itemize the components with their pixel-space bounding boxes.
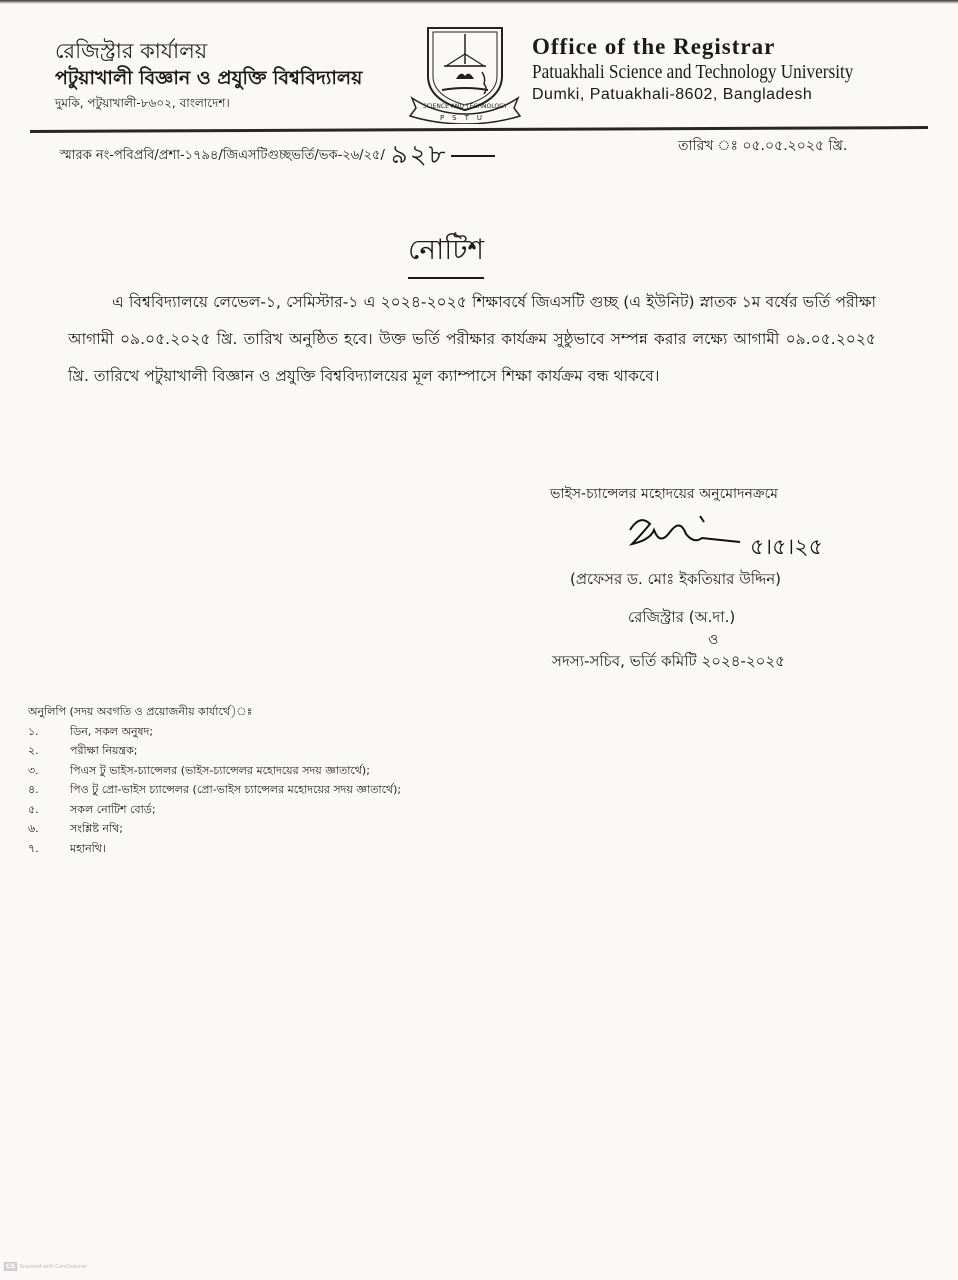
svg-text:৫।৫।২৫: ৫।৫।২৫ xyxy=(750,535,823,560)
memo-reference xyxy=(60,134,495,178)
office-name-bn: রেজিস্ট্রার কার্যালয় xyxy=(55,39,208,63)
scanner-watermark xyxy=(4,1262,87,1271)
copies-list xyxy=(28,702,401,858)
list-item: ৬. সংশ্লিষ্ট নথি; xyxy=(28,822,123,835)
approval-line: ভাইস-চ্যান্সেলর মহোদয়ের অনুমোদনক্রমে xyxy=(550,486,778,502)
scan-edge-shadow xyxy=(0,0,958,4)
university-crest-icon xyxy=(406,24,524,124)
committee-role: সদস্য-সচিব, ভর্তি কমিটি ২০২৪-২০২৫ xyxy=(552,652,785,670)
list-item: ৭. মহানথি। xyxy=(28,841,106,855)
camscanner-badge-icon: CS xyxy=(6,1263,15,1270)
watermark-text: Scanned with CamScanner xyxy=(19,1263,88,1270)
notice-title: নোটিশ xyxy=(408,228,484,279)
address-en: Dumki, Patuakhali-8602, Bangladesh xyxy=(532,86,813,103)
conjunction: ও xyxy=(708,632,719,648)
svg-text:SCIENCE AND TECHNOLOGY: SCIENCE AND TECHNOLOGY xyxy=(422,103,508,110)
university-name-bn: পটুয়াখালী বিজ্ঞান ও প্রযুক্তি বিশ্ববিদ্যালয় xyxy=(55,67,363,89)
notice-body: এ বিশ্ববিদ্যালয়ে লেভেল-১, সেমিস্টার-১ এ ২০২৪-২০২৫ শিক্ষাবর্ষে জিএসটি গুচ্ছ (এ ইউনিট) স্নাতক ১ম বর্ষের ভর্তি পরীক্ষা আগামী ০৯.০৫.২০২৫ খ্রি. তারিখ অনুষ্ঠিত হবে। উক্ত ভর্তি পরীক্ষার কার্যক্রম সুষ্ঠুভাবে সম্পন্ন করার লক্ষ্যে আগামী ০৯.০৫.২০২৫ খ্রি. তারিখে পটুয়াখালী বিজ্ঞান ও প্রযুক্তি বিশ্ববিদ্যালয়ের মূল ক্যাম্পাসে শিক্ষা কার্যক্রম বন্ধ থাকবে। xyxy=(68,293,876,385)
svg-text:PSTU: PSTU xyxy=(439,114,491,122)
copies-title: অনুলিপি (সদয় অবগতি ও প্রয়োজনীয় কার্যার্থে)ঃ xyxy=(28,705,253,718)
address-bn: দুমকি, পটুয়াখালী-৮৬০২, বাংলাদেশ। xyxy=(55,96,230,110)
handwritten-dash xyxy=(451,155,495,157)
handwritten-signature-icon xyxy=(610,510,870,562)
memo-number: স্মারক নং-পবিপ্রবি/প্রশা-১৭৯৪/জিএসটিগুচ্ছভর্তি/ভক-২৬/২৫/ xyxy=(60,147,385,163)
handwritten-number: ৯২৮ xyxy=(390,140,448,170)
list-item: ৩. পিএস টু ভাইস-চ্যান্সেলর (ভাইস-চ্যান্সেলর মহোদয়ের সদয় জ্ঞাতার্থে); xyxy=(28,763,370,777)
header-english xyxy=(532,34,906,106)
list-item: ৪. পিও টু প্রো-ভাইস চ্যান্সেলর (প্রো-ভাইস চ্যান্সেলর মহোদয়ের সদয় জ্ঞাতার্থে); xyxy=(28,783,402,796)
signatory-designation: রেজিস্ট্রার (অ.দা.) xyxy=(628,608,736,626)
signatory-name: (প্রফেসর ড. মোঃ ইকতিয়ার উদ্দিন) xyxy=(570,570,781,588)
list-item: ২. পরীক্ষা নিয়ন্ত্রক; xyxy=(28,744,138,757)
office-name-en: Office of the Registrar xyxy=(532,34,776,59)
university-name-en: Patuakhali Science and Technology University xyxy=(532,61,854,83)
header-bengali xyxy=(55,38,362,112)
issue-date: তারিখ ঃ ০৫.০৫.২০২৫ খ্রি. xyxy=(678,138,848,154)
header-divider xyxy=(30,126,928,133)
list-item: ১. ডিন, সকল অনুষদ; xyxy=(28,724,154,738)
list-item: ৫. সকল নোটিশ বোর্ড; xyxy=(28,802,156,816)
